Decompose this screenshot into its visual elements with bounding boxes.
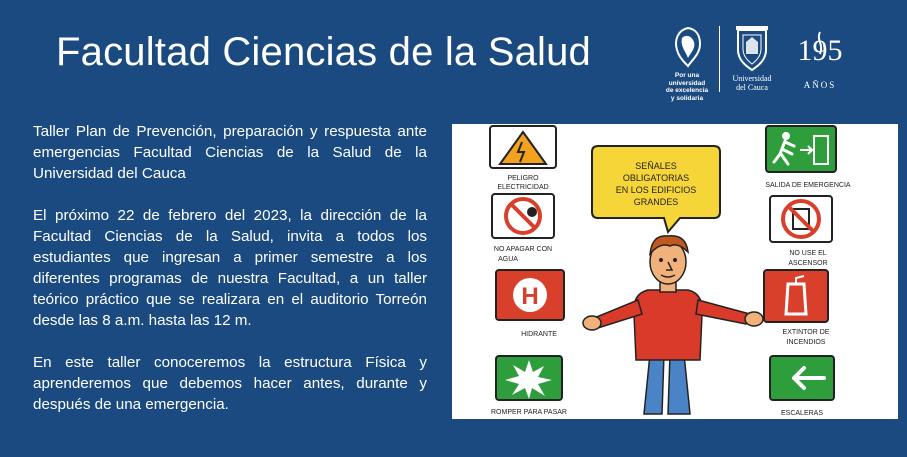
svg-text:ELECTRICIDAD: ELECTRICIDAD: [497, 184, 549, 191]
svg-text:EXTINTOR DE: EXTINTOR DE: [782, 329, 830, 336]
paragraph-goal: En este taller conoceremos la estructura Física y aprenderemos que debemos hacer antes, durante y después de una emergencia.: [33, 354, 427, 413]
university-shield-icon: [732, 24, 772, 72]
hydrant-icon: H: [521, 283, 539, 310]
anniversary-number: 195: [797, 34, 843, 67]
sign-no-elevator: [770, 196, 832, 267]
svg-text:ASCENSOR: ASCENSOR: [788, 260, 828, 267]
svg-text:PELIGRO: PELIGRO: [507, 175, 539, 182]
svg-text:NO APAGAR CON: NO APAGAR CON: [493, 246, 553, 253]
anniversary-label: AÑOS: [803, 80, 837, 90]
svg-text:HIDRANTE: HIDRANTE: [521, 331, 557, 338]
sign-break-glass: [491, 356, 567, 416]
sign-no-water: [492, 194, 554, 263]
svg-text:SALIDA DE EMERGENCIA: SALIDA DE EMERGENCIA: [765, 182, 851, 189]
sign-stairs: [770, 356, 834, 417]
sign-extinguisher: [764, 270, 830, 346]
svg-text:INCENDIOS: INCENDIOS: [786, 339, 826, 346]
svg-text:AGUA: AGUA: [498, 256, 518, 263]
announcement-text: [33, 121, 427, 436]
safety-signs-poster: [452, 124, 898, 419]
logo-area: [662, 22, 852, 102]
speech-bubble: [592, 146, 720, 232]
sign-emergency-exit: [765, 126, 851, 189]
cartoon-man: [583, 236, 763, 414]
anniversary-mark: [792, 26, 848, 76]
svg-text:EN LOS EDIFICIOS: EN LOS EDIFICIOS: [615, 185, 697, 195]
page-title: Facultad Ciencias de la Salud: [56, 30, 591, 74]
svg-text:OBLIGATORIAS: OBLIGATORIAS: [622, 173, 690, 183]
tagline: Por una universidad de excelencia y solidaria: [665, 72, 709, 102]
sign-electricity: [490, 126, 556, 191]
paragraph-intro: Taller Plan de Prevención, preparación y respuesta ante emergencias Facultad Ciencias de la Salud de la Universidad del Cauca: [33, 123, 427, 182]
paragraph-details: El próximo 22 de febrero del 2023, la dirección de la Facultad Ciencias de la Salud, invita a todos los estudiantes que ingresan a primer semestre a los diferentes programas de nuestra Facultad, a un taller teórico práctico que se realizara en el auditorio Torreón desde las 8 a.m. hasta las 12 m.: [33, 207, 427, 329]
university-name: Universidad del Cauca: [732, 74, 772, 92]
svg-text:ESCALERAS: ESCALERAS: [780, 410, 824, 417]
svg-text:SEÑALES: SEÑALES: [635, 161, 677, 171]
svg-text:GRANDES: GRANDES: [633, 197, 679, 207]
svg-text:NO USE EL: NO USE EL: [789, 250, 827, 257]
sign-hydrant: [496, 270, 564, 338]
svg-text:ROMPER PARA PASAR: ROMPER PARA PASAR: [491, 409, 567, 416]
excellence-seal-icon: [670, 24, 706, 70]
logo-divider: [719, 26, 720, 92]
